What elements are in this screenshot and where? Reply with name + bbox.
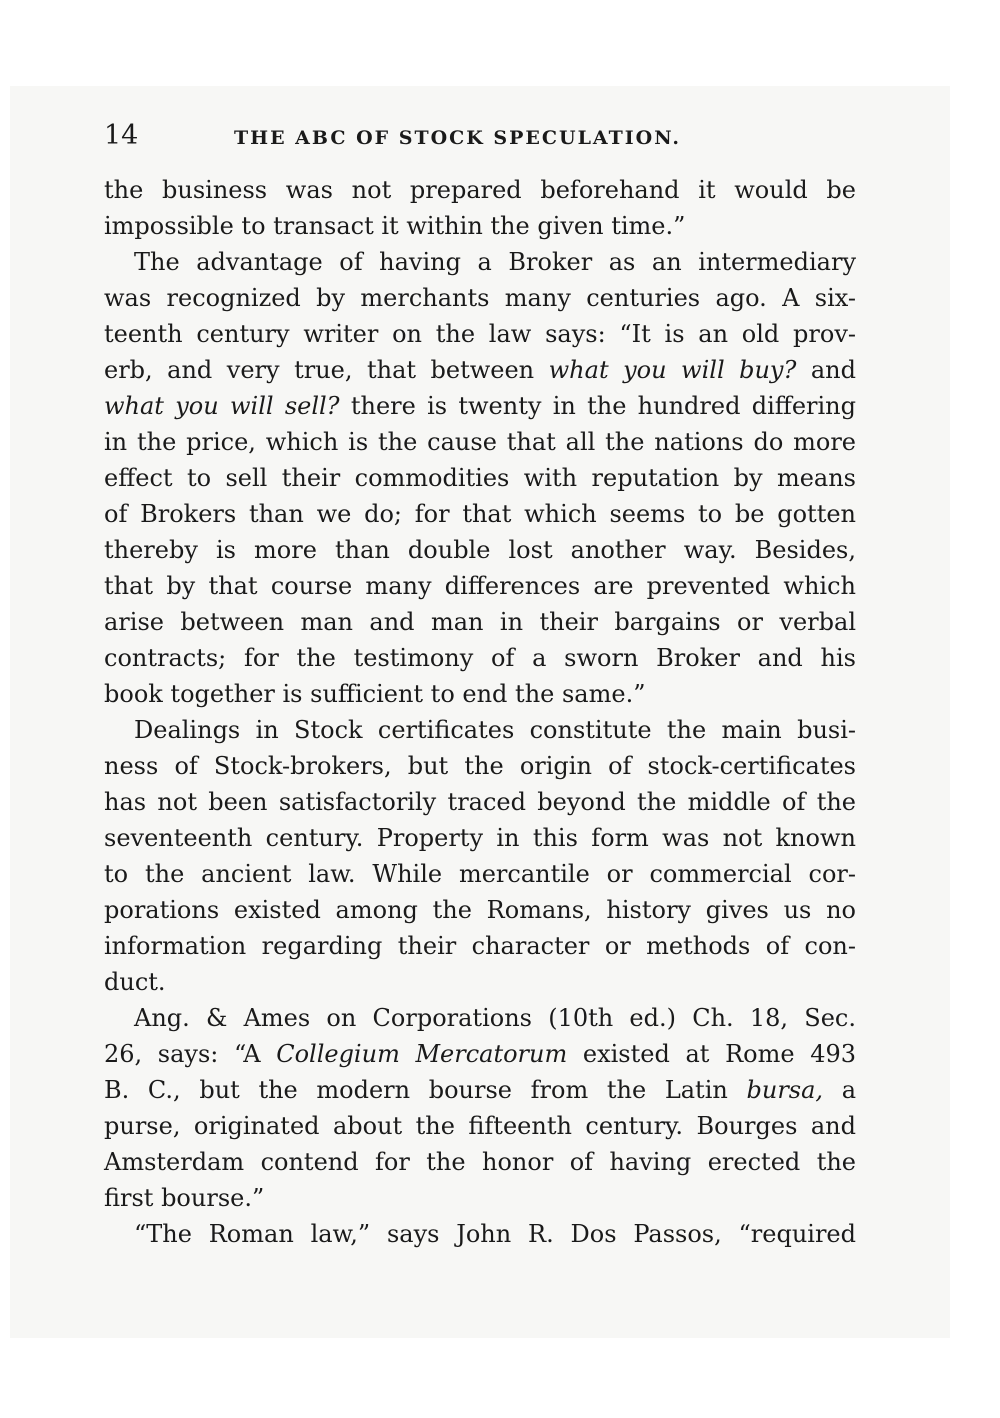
text-run: purse, originated about the fifteenth century. Bourges and (104, 1112, 856, 1140)
text-run: duct. (104, 968, 166, 996)
text-run: effect to sell their commodities with reputation by means (104, 464, 856, 492)
text-run: B. C., but the modern bourse from the Latin (104, 1076, 747, 1104)
text-line (104, 568, 856, 604)
text-run: Amsterdam contend for the honor of having erected the (104, 1148, 856, 1176)
italic-phrase: what you will buy? (548, 356, 797, 384)
text-line (104, 280, 856, 316)
text-run: has not been satisfactorily traced beyond the middle of the (104, 788, 856, 816)
text-run: Ang. & Ames on Corporations (10th ed.) Ch. 18, Sec. (134, 1004, 856, 1032)
text-run: the business was not prepared beforehand it would be (104, 176, 856, 204)
text-line (104, 1144, 856, 1180)
text-run: arise between man and man in their bargains or verbal (104, 608, 856, 636)
text-line (104, 208, 856, 244)
running-header (104, 118, 856, 158)
text-run: The advantage of having a Broker as an intermediary (134, 248, 856, 276)
text-run: to the ancient law. While mercantile or commercial cor- (104, 860, 856, 888)
text-run: a (823, 1076, 857, 1104)
text-line (104, 388, 856, 424)
text-line (134, 712, 856, 748)
text-run: Dealings in Stock certificates constitute the main busi- (134, 716, 856, 744)
text-run: existed at Rome 493 (567, 1040, 857, 1068)
text-line (104, 352, 856, 388)
text-line (104, 460, 856, 496)
text-line (104, 856, 856, 892)
text-line (104, 172, 856, 208)
text-line (104, 820, 856, 856)
running-title: THE ABC OF STOCK SPECULATION. (234, 127, 681, 149)
text-run: 26, says: “A (104, 1040, 277, 1068)
text-line (104, 928, 856, 964)
text-line (104, 604, 856, 640)
text-line (104, 316, 856, 352)
text-line (134, 1216, 856, 1252)
text-line (104, 1180, 856, 1216)
text-run: contracts; for the testimony of a sworn Broker and his (104, 644, 856, 672)
text-line (134, 244, 856, 280)
text-run: erb, and very true, that between (104, 356, 549, 384)
text-run: book together is sufficient to end the same.” (104, 680, 646, 708)
text-line (104, 964, 856, 1000)
text-run: that by that course many differences are prevented which (104, 572, 856, 600)
text-line (104, 640, 856, 676)
text-run: porations existed among the Romans, history gives us no (104, 896, 856, 924)
text-run: and (796, 356, 856, 384)
text-run: there is twenty in the hundred differing (339, 392, 856, 420)
text-run: seventeenth century. Property in this form was not known (104, 824, 856, 852)
text-line (104, 676, 856, 712)
text-line (104, 424, 856, 460)
text-line (104, 784, 856, 820)
text-line (104, 532, 856, 568)
text-line (104, 496, 856, 532)
page-number: 14 (104, 120, 139, 151)
text-run: information regarding their character or methods of con- (104, 932, 856, 960)
text-run: in the price, which is the cause that all the nations do more (104, 428, 856, 456)
text-run: first bourse.” (104, 1184, 265, 1212)
text-run: “The Roman law,” says John R. Dos Passos, “required (134, 1220, 856, 1248)
italic-phrase: bursa, (746, 1076, 824, 1104)
text-line (104, 1072, 856, 1108)
text-run: thereby is more than double lost another way. Besides, (104, 536, 856, 564)
text-run: of Brokers than we do; for that which seems to be gotten (104, 500, 856, 528)
text-line (104, 1036, 856, 1072)
text-line (104, 1108, 856, 1144)
text-line (134, 1000, 856, 1036)
text-run: impossible to transact it within the given time.” (104, 212, 686, 240)
text-run: was recognized by merchants many centuries ago. A six- (104, 284, 856, 312)
italic-phrase: what you will sell? (104, 392, 340, 420)
text-run: ness of Stock-brokers, but the origin of stock-certificates (104, 752, 856, 780)
text-run: teenth century writer on the law says: “It is an old prov- (104, 320, 856, 348)
italic-phrase: Collegium Mercatorum (276, 1040, 568, 1068)
text-line (104, 892, 856, 928)
text-line (104, 748, 856, 784)
